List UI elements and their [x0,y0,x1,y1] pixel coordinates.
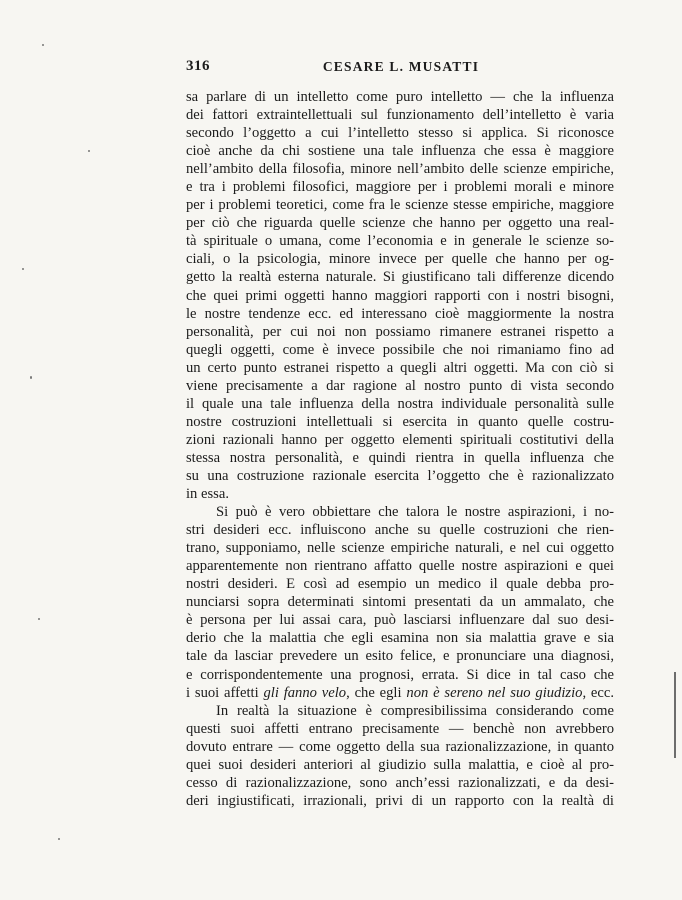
text-line: deri ingiustificati, irrazionali, privi di un rapporto con la realtà di [186,792,614,809]
text-line: il quale una tale influenza della nostra individuale personalità sulle [186,395,614,412]
text-line-italic: i suoi affetti gli fanno velo, che egli non è sereno nel suo giudizio, ecc. [186,684,615,701]
text-line: è persona per lui assai cara, può lasciarsi influenzare dal suo desi- [186,612,614,629]
body-text [186,88,614,810]
italic-phrase: gli fanno velo [263,684,347,701]
text-line: le nostre tendenze ecc. ed interessano cioè maggiormente la nostra [186,305,614,322]
text-line: stessa nostra personalità, e quindi rientra in quella influenza che [186,449,614,466]
scan-speck [88,150,90,152]
scan-speck [42,44,44,46]
text-line: trano, supponiamo, nelle scienze empiriche naturali, e nel cui oggetto [186,540,614,557]
text-line: per i problemi teoretici, come fra le scienze stesse empiriche, maggiore [186,197,614,214]
text-line: quegli oggetti, come è invece possibile che noi rimaniamo fino ad [186,341,614,358]
text-line: questi suoi affetti entrano precisamente — benchè non avrebbero [186,720,614,737]
text-line: che quei primi oggetti hanno maggiori rapporti con i nostri bisogni, [186,287,614,304]
scan-edge-mark [674,672,676,758]
text-line: apparentemente non rientrano affatto quelle nostre aspirazioni e quei [186,558,614,575]
text-line: ciali, o la psicologia, minore invece per quelle che hanno per og- [186,251,614,268]
italic-phrase: non è sereno nel suo giudizio [406,684,583,701]
scan-speck [22,268,24,270]
text-line: nell’ambito della filosofia, minore nell’ambito delle scienze empiriche, [186,161,614,178]
text-line: un certo punto estranei rispetto a quegli altri oggetti. Ma con ciò si [186,359,614,376]
text-line: e corrispondentemente una prognosi, errata. Si dice in tal caso che [186,666,614,683]
scan-speck [38,618,40,620]
text-line: per ciò che riguarda quelle scienze che hanno per oggetto una real- [186,215,614,232]
paragraph-end-line: in essa. [186,486,229,503]
paragraph-start-line: In realtà la situazione è compresibilissima considerando come [216,702,614,719]
text-line: secondo l’oggetto a cui l’intelletto stesso si applica. Si riconosce [186,125,614,142]
paragraph-start-line: Si può è vero obbiettare che talora le nostre aspirazioni, i no- [216,504,614,521]
text-line: tale da lasciar prevedere un esito felice, e pronunciare una diagnosi, [186,648,614,665]
text-line: e tra i problemi filosofici, maggiore per i problemi morali e minore [186,179,614,196]
text-line: cioè anche da chi sostiene una tale influenza che essa è maggiore [186,143,614,160]
text-line: quei suoi desideri anteriori al giudizio sulla malattia, e cioè al pro- [186,756,614,773]
scan-speck [58,838,60,840]
text-line: nunciarsi sopra determinati sintomi presentati da un ammalato, che [186,594,614,611]
text-line: nostri desideri. E così ad esempio un medico il quale debba pro- [186,576,614,593]
text-line: dei fattori extraintellettuali sul funzionamento dell’intelletto è varia [186,107,614,124]
text-line: personalità, per cui noi non possiamo rimanere estranei rispetto a [186,323,614,340]
text-line: zioni razionali hanno per oggetto elementi spirituali costitutivi della [186,431,614,448]
text-line: tà spirituale o umana, come l’economia e in generale le scienze so- [186,233,614,250]
running-head [186,58,614,78]
scan-speck [30,376,32,379]
text-line: nostre costruzioni intellettuali si esercita in quanto quelle costru- [186,413,614,430]
text-line: cesso di razionalizzazione, sono anch’essi razionalizzati, e da desi- [186,774,614,791]
text-line: su una costruzione razionale esercita l’oggetto che è razionalizzato [186,467,614,484]
text-line: dovuto entrare — come oggetto della sua razionalizzazione, in quanto [186,738,614,755]
text-line: stri desideri ecc. influiscono anche su quelle costruzioni che rien- [186,522,614,539]
page-number: 316 [186,58,210,74]
text-line: sa parlare di un intelletto come puro intelletto — che la influenza [186,89,614,105]
text-line: getto la realtà esterna naturale. Si giustificano tali differenze dicendo [186,269,614,286]
text-line: viene precisamente a dar ragione al nostro punto di vista secondo [186,377,614,394]
running-title: CESARE L. MUSATTI [322,59,480,74]
text-line: derio che la malattia che egli esamina non sia malattia grave e sia [186,630,614,647]
